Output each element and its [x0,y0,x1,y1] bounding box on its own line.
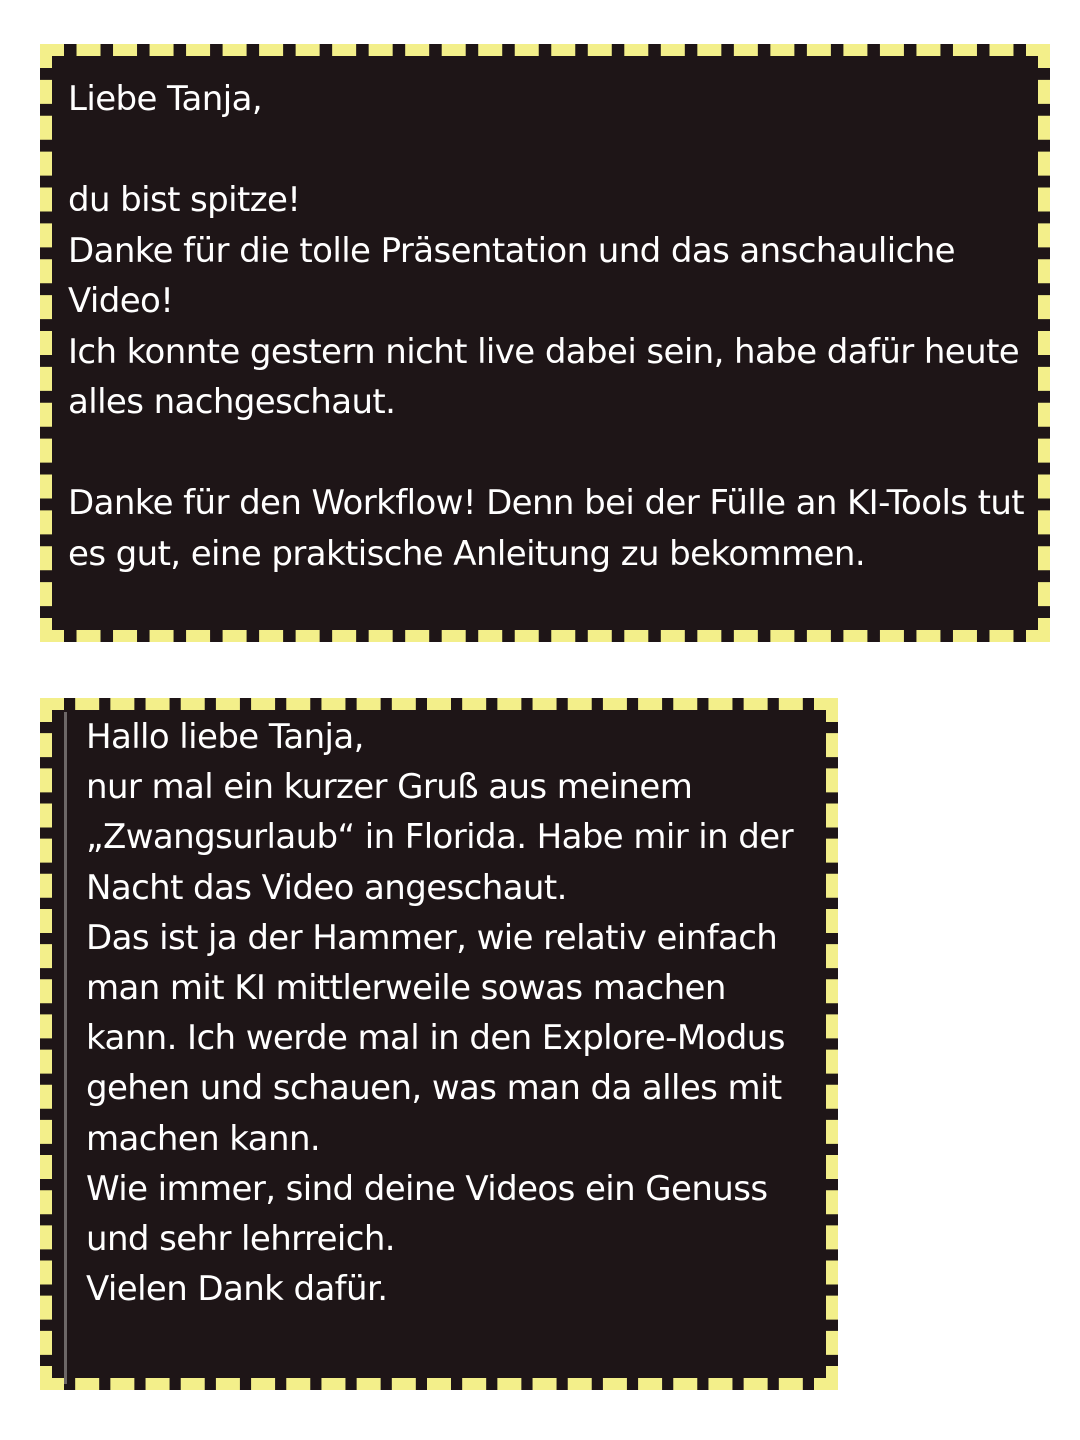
message-text: Hallo liebe Tanja, nur mal ein kurzer Gruß aus meinem „Zwangsurlaub“ in Florida. Habe mir in der Nacht das Video angeschaut. Das ist ja der Hammer, wie relativ einfach man mit KI mittlerweile sowas machen kann. Ich werde mal in den Explore-Modus gehen und schauen, was man da alles mit machen kann. Wie immer, sind deine Videos ein Genuss und sehr lehrreich. Vielen Dank dafür. [86,717,793,1310]
message-text: Liebe Tanja, du bist spitze! Danke für die tolle Präsentation und das anschauliche Video! Ich konnte gestern nicht live dabei sein, habe dafür heute alles nachgeschaut. Danke für den Workflow! Denn bei der Fülle an KI-Tools tut es gut, eine praktische Anleitung zu bekommen. [68,79,1025,574]
quote-bar [64,712,67,1384]
message-card-1 [40,44,1050,642]
message-card-2 [40,698,838,1390]
scroll-indicator [814,704,820,710]
